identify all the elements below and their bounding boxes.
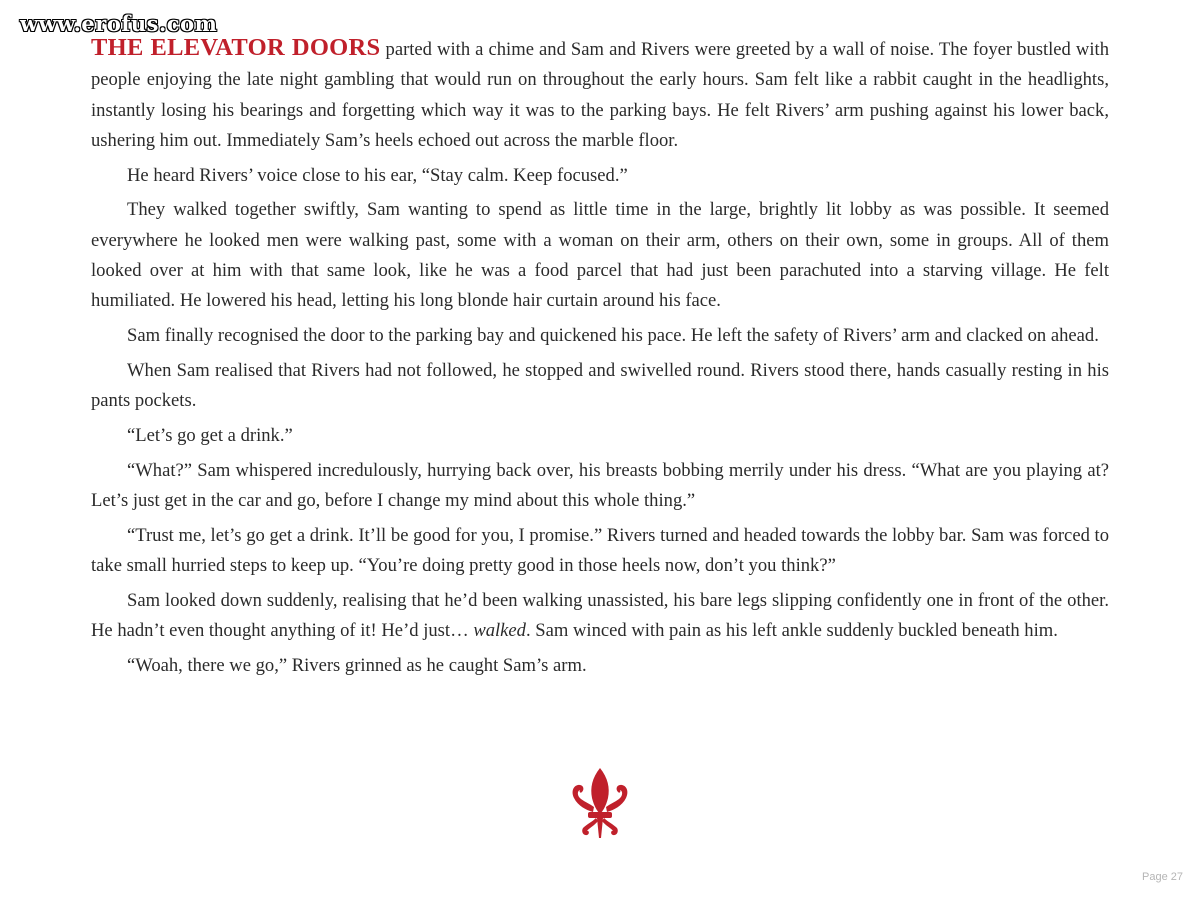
opening-caps: THE ELEVATOR DOORS <box>91 34 381 61</box>
paragraph: When Sam realised that Rivers had not followed, he stopped and swivelled round. Rivers stood there, hands casually resting in his pants pockets. <box>91 359 1109 412</box>
opening-paragraph <box>91 33 1109 156</box>
paragraph: “Woah, there we go,” Rivers grinned as he caught Sam’s arm. <box>127 655 587 677</box>
paragraph: Sam finally recognised the door to the parking bay and quickened his pace. He left the safety of Rivers’ arm and clacked on ahead. <box>127 325 1099 347</box>
paragraph: He heard Rivers’ voice close to his ear, “Stay calm. Keep focused.” <box>127 164 628 186</box>
paragraph-emphasis: walked <box>473 620 526 642</box>
paragraph-text: . Sam winced with pain as his left ankle suddenly buckled beneath him. <box>525 620 1058 642</box>
paragraph-text: Sam looked down suddenly, realising that he’d been walking unassisted, his bare legs slipping confidently one in front of the other. He hadn’t even thought anything of it! He’d just… <box>91 590 1109 642</box>
paragraph <box>91 586 1109 647</box>
watermark: www.erofus.com <box>20 11 218 36</box>
fleur-de-lis-icon <box>570 766 630 840</box>
paragraph: “Let’s go get a drink.” <box>127 425 293 447</box>
story-body <box>91 33 1109 686</box>
paragraph: “Trust me, let’s go get a drink. It’ll be good for you, I promise.” Rivers turned and headed towards the lobby bar. Sam was forced to take small hurried steps to keep up. “You’re doing pretty good in those heels now, don’t you think?” <box>91 524 1109 577</box>
page-number: Page 27 <box>1142 871 1183 883</box>
opening-text: parted with a chime and Sam and Rivers were greeted by a wall of noise. The foyer bustled with people enjoying the late night gambling that would run on throughout the early hours. Sam felt like a rabbit caught in the headlights, instantly losing his bearings and forgetting which way it was to the parking bays. He felt Rivers’ arm pushing against his lower back, ushering him out. Immediately Sam’s heels echoed out across the marble floor. <box>91 39 1109 151</box>
paragraph: “What?” Sam whispered incredulously, hurrying back over, his breasts bobbing merrily under his dress. “What are you playing at? Let’s just get in the car and go, before I change my mind about this whole thing.” <box>91 459 1109 512</box>
paragraph: They walked together swiftly, Sam wanting to spend as little time in the large, brightly lit lobby as was possible. It seemed everywhere he looked men were walking past, some with a woman on their arm, others on their own, some in groups. All of them looked over at him with that same look, like he was a food parcel that had just been parachuted into a starving village. He felt humiliated. He lowered his head, letting his long blonde hair curtain around his face. <box>91 199 1109 312</box>
